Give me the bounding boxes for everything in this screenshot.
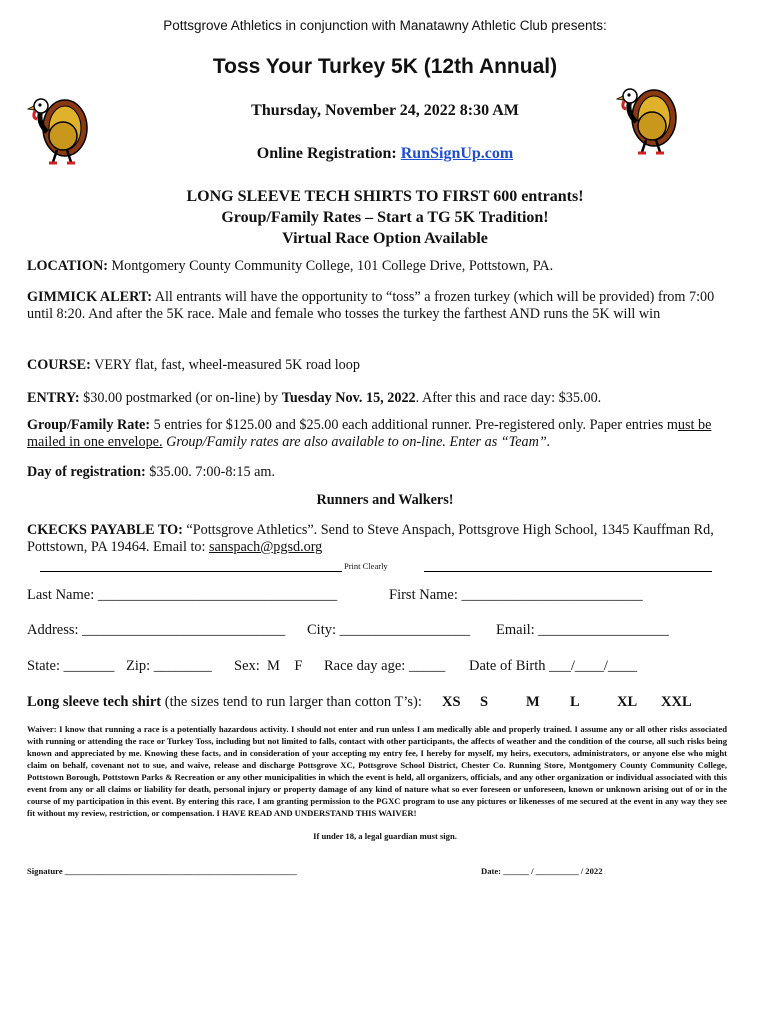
shirt-size-xl[interactable]: XL: [617, 694, 638, 710]
shirt-note: (the sizes tend to run larger than cotton T’s):: [161, 694, 422, 710]
race-age-field[interactable]: Race day age: _____: [324, 658, 446, 674]
shirt-label: Long sleeve tech shirt: [27, 694, 162, 710]
shirt-size-m[interactable]: M: [526, 694, 540, 710]
shirt-size-row: [27, 694, 422, 711]
gimmick-label: GIMMICK ALERT:: [27, 289, 152, 305]
presenter-line: Pottsgrove Athletics in conjunction with Manatawny Athletic Club presents:: [163, 18, 607, 33]
email-link[interactable]: sanspach@pgsd.org: [208, 539, 323, 555]
course-text: VERY flat, fast, wheel-measured 5K road loop: [90, 357, 360, 373]
gimmick-text: All entrants will have the opportunity to “toss” a frozen turkey (which will be provided) from 7:00 until 8:20. And after the 5K race. Male and female who tosses the turkey the farthest AND runs the 5K will win: [27, 289, 715, 322]
gimmick-paragraph: [27, 289, 727, 323]
entry-text-2: . After this and race day: $35.00.: [415, 390, 602, 406]
runners-walkers-heading: Runners and Walkers!: [316, 492, 454, 508]
email-field[interactable]: Email: __________________: [496, 622, 669, 638]
print-clearly-label: Print Clearly: [344, 561, 388, 571]
shirt-size-s[interactable]: S: [480, 694, 489, 710]
location-label: LOCATION:: [27, 258, 108, 274]
group-rate-label: Group/Family Rate:: [27, 417, 151, 433]
divider-right: [424, 571, 712, 572]
turkey-icon: [616, 82, 676, 157]
day-of-registration-label: Day of registration:: [27, 464, 146, 480]
day-of-registration-paragraph: [27, 464, 727, 481]
first-name-field[interactable]: First Name: _________________________: [389, 587, 643, 603]
location-text: Montgomery County Community College, 101 College Drive, Pottstown, PA.: [107, 258, 554, 274]
location-paragraph: [27, 258, 727, 275]
checks-paragraph: [27, 522, 717, 556]
turkey-icon: [27, 92, 87, 167]
address-field[interactable]: Address: ____________________________: [27, 622, 286, 638]
promo-line: Virtual Race Option Available: [282, 230, 488, 247]
date-of-birth-field[interactable]: Date of Birth ___/____/____: [469, 658, 637, 674]
guardian-note: If under 18, a legal guardian must sign.: [313, 831, 457, 841]
entry-text: $30.00 postmarked (or on-line) by: [79, 390, 282, 406]
entry-label: ENTRY:: [27, 390, 80, 406]
promo-block: [0, 186, 770, 249]
entry-deadline: Tuesday Nov. 15, 2022: [281, 390, 416, 406]
runsignup-link[interactable]: RunSignUp.com: [400, 145, 514, 162]
sex-field[interactable]: Sex: M F: [234, 658, 303, 674]
course-label: COURSE:: [27, 357, 91, 373]
online-registration-label: Online Registration:: [256, 145, 401, 162]
city-field[interactable]: City: __________________: [307, 622, 471, 638]
zip-field[interactable]: Zip: ________: [126, 658, 212, 674]
date-line[interactable]: Date: ______ / __________ / 2022: [481, 866, 603, 876]
divider-left: [40, 571, 342, 572]
waiver-text: Waiver: I know that running a race is a potentially hazardous activity. I should not enter and run unless I am medically able and properly trained. I assume any or all other risks associated with running or attending the race or Turkey Toss, including but not limited to falls, contact with other participants, the affects of weather and the condition of the course, all such risks being known and appreciated by me. Knowing these facts, and in consideration of your accepting my entry fee, I hereby for myself, my heirs, executors, administrators, or anyone else who might claim on behalf, covenant not to sue, and waive, release and discharge Pottsgrove XC, Pottsgrove School District, Chester Co. Running Store, Montgomery County Community College, Pottstown Borough, Pottstown Parks & Recreation or any other municipalities in which the event is held, all organizers, officials, and any other organization or individual associated with this event from any or all claims or liability for death, personal injury or property damage of any kind of nature what so ever foreseen or unforeseen, known or unknown arising out of or in the course of my participation in this event. By entering this race, I am granting permission to the PGXC program to use any pictures or likenesses of me secured at the event in any way they see fit without my review, restriction, or compensation. I HAVE READ AND UNDERSTAND THIS WAIVER!: [27, 724, 727, 818]
group-rate-text: 5 entries for $125.00 and $25.00 each additional runner. Pre-registered only. Paper entries m: [150, 417, 678, 433]
course-paragraph: [27, 357, 727, 374]
checks-text: “Pottsgrove Athletics”. Send to Steve Anspach, Pottsgrove High School, 1345 Kauffman Rd, Pottstown, PA 19464. Email to:: [27, 522, 714, 555]
shirt-size-xxl[interactable]: XXL: [661, 694, 692, 710]
state-field[interactable]: State: _______: [27, 658, 115, 674]
shirt-size-xs[interactable]: XS: [442, 694, 461, 710]
promo-line: LONG SLEEVE TECH SHIRTS TO FIRST 600 entrants!: [186, 188, 584, 205]
checks-label: CKECKS PAYABLE TO:: [27, 522, 183, 538]
group-rate-paragraph: [27, 417, 727, 451]
shirt-size-l[interactable]: L: [570, 694, 580, 710]
event-date-time: Thursday, November 24, 2022 8:30 AM: [251, 102, 519, 119]
signature-line[interactable]: Signature ______________________________________________________: [27, 866, 297, 876]
day-of-registration-text: $35.00. 7:00-8:15 am.: [145, 464, 275, 480]
entry-paragraph: [27, 390, 727, 407]
last-name-field[interactable]: Last Name: _________________________________: [27, 587, 338, 603]
page-title: Toss Your Turkey 5K (12th Annual): [212, 55, 558, 78]
group-rate-mail-note: ust be mailed in one envelope.: [27, 417, 712, 450]
promo-line: Group/Family Rates – Start a TG 5K Tradition!: [221, 209, 549, 226]
group-rate-online-note: Group/Family rates are also available to on-line. Enter as “Team”.: [162, 434, 551, 450]
